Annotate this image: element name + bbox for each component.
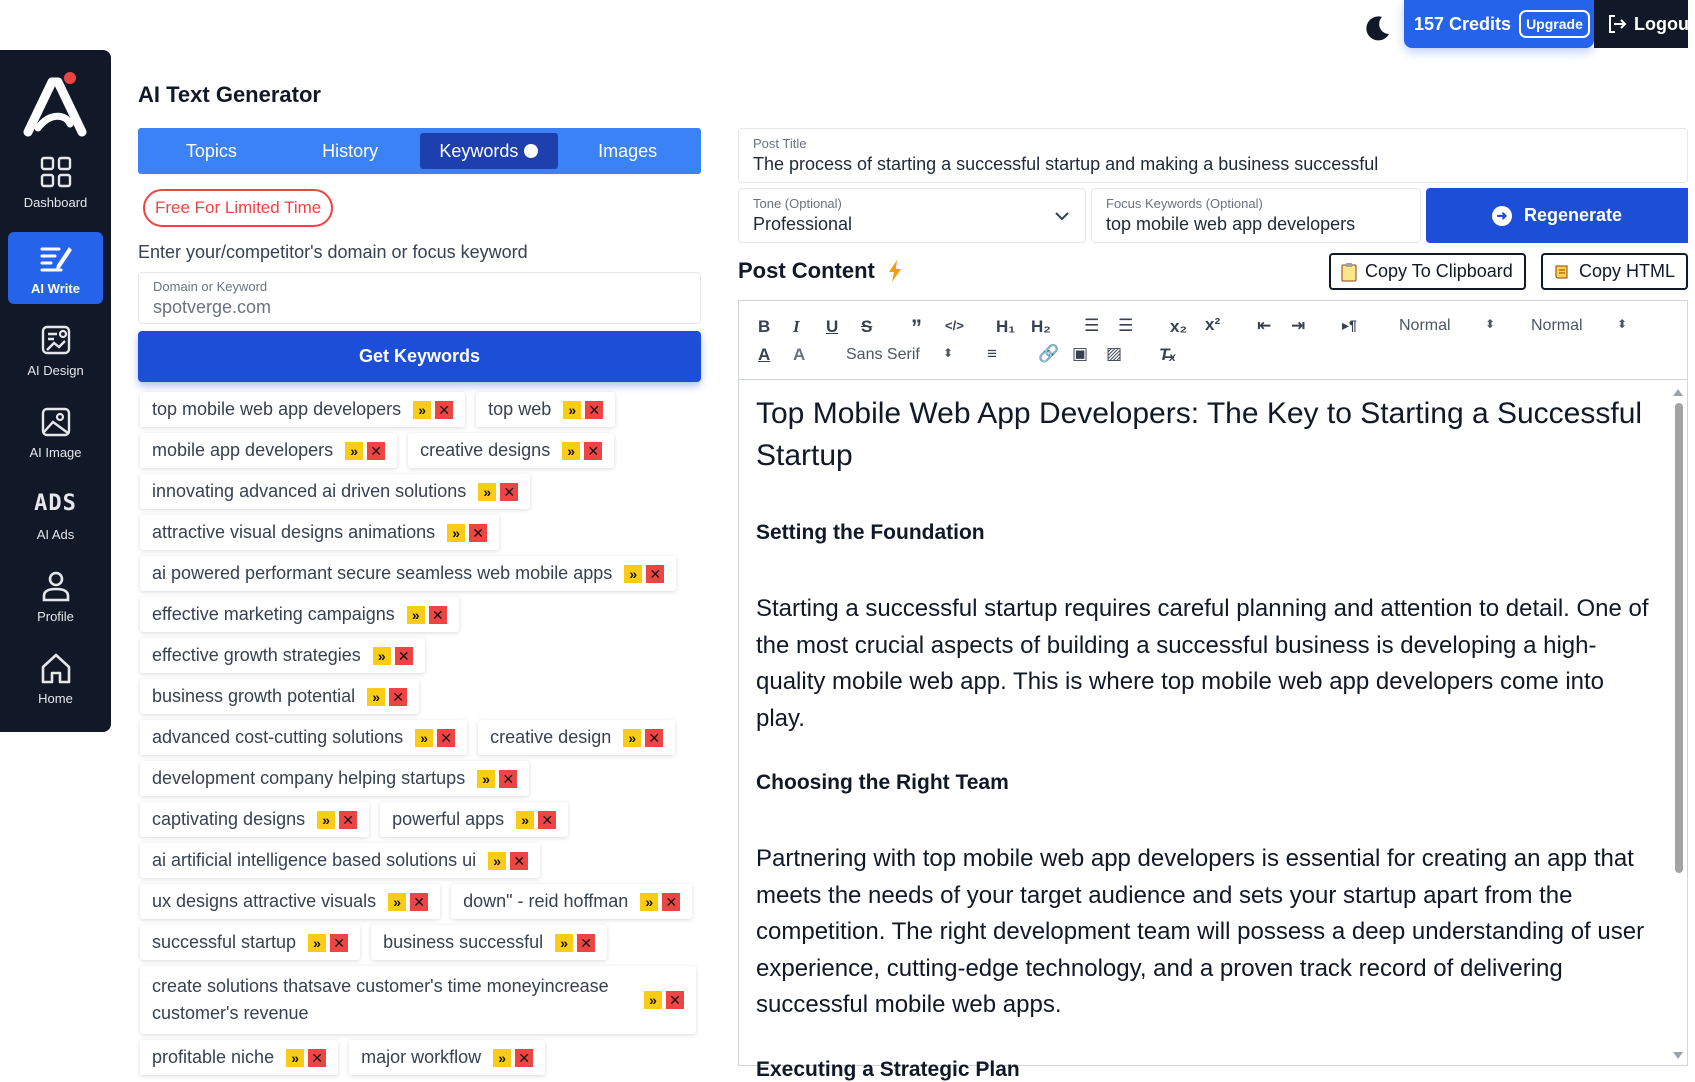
ordered-list-icon[interactable]: ☰ [1084,316,1100,335]
field-value[interactable]: The process of starting a successful startup and making a business successful [753,154,1379,174]
free-badge: Free For Limited Time [143,189,333,227]
keyword-text: major workflow [361,1047,482,1067]
sidebar-item-label: AI Write [31,280,80,296]
subscript-icon[interactable]: x₂ [1170,317,1188,336]
post-title-input[interactable] [738,128,1688,183]
strikethrough-icon[interactable]: S [861,317,873,336]
add-keyword-icon[interactable]: » [640,893,658,911]
add-keyword-icon[interactable]: » [447,524,465,542]
content-heading: Top Mobile Web App Developers: The Key to Starting a Successful Startup [756,397,1643,472]
add-keyword-icon[interactable]: » [493,1049,511,1067]
scroll-down-icon[interactable] [1673,1052,1683,1059]
remove-keyword-icon[interactable]: ✕ [437,729,455,747]
field-label: Focus Keywords (Optional) [1106,196,1263,211]
arrow-right-circle-icon: ➜ [1492,206,1512,226]
outdent-icon[interactable]: ⇤ [1257,316,1272,335]
keyword-actions [477,770,517,788]
keyword-text: powerful apps [392,809,505,829]
select-arrows-icon: ⬍ [943,346,954,360]
underline-icon[interactable]: U [826,317,839,336]
keyword-actions [493,1049,533,1067]
remove-keyword-icon[interactable]: ✕ [515,1049,533,1067]
pen-lines-icon [39,241,73,275]
copy-html-label: Copy HTML [1579,261,1676,281]
moon-icon[interactable] [1362,13,1392,43]
credits-badge[interactable] [1404,0,1594,48]
add-keyword-icon[interactable]: » [367,688,385,706]
add-keyword-icon[interactable]: » [563,401,581,419]
header-select[interactable]: Normal [1399,317,1451,334]
rich-text-editor [738,300,1688,1081]
add-keyword-icon[interactable]: » [477,770,495,788]
keyword-actions [640,893,680,911]
remove-keyword-icon[interactable]: ✕ [435,401,453,419]
keyword-chip [140,638,425,673]
link-icon[interactable]: 🔗 [1038,344,1060,363]
ads-icon: ADS [34,490,77,516]
keyword-text: ux designs attractive visuals [152,891,377,911]
sidebar-item-label: Home [38,690,73,706]
tone-select[interactable] [738,188,1086,243]
add-keyword-icon[interactable]: » [555,934,573,952]
select-arrows-icon: ⬍ [1485,317,1496,331]
keyword-chip [476,392,615,427]
keyword-chip [140,925,360,960]
logout-button[interactable] [1594,0,1695,48]
editor-toolbar [739,301,1687,380]
add-keyword-icon[interactable]: » [413,401,431,419]
lightning-icon [887,260,903,282]
tab-images[interactable]: Images [598,140,658,161]
scroll-icon [1553,263,1571,281]
keyword-chip [140,966,696,1034]
keyword-actions [367,688,407,706]
keyword-text: attractive visual designs animations [152,522,436,542]
keyword-chip [380,802,568,837]
keyword-text: advanced cost-cutting solutions [152,727,404,747]
keyword-actions [407,606,447,624]
pro-badge-icon [524,144,538,158]
content-subheading: Executing a Strategic Plan [756,1057,1020,1081]
keyword-chip [140,802,369,837]
sidebar-item-ai-ads[interactable] [8,478,103,550]
clipboard-icon [1341,262,1357,282]
copy-html-button[interactable] [1541,253,1688,290]
keyword-chip [140,474,530,509]
keyword-actions [644,991,684,1009]
remove-keyword-icon[interactable]: ✕ [584,442,602,460]
tab-topics[interactable]: Topics [185,140,237,161]
sidebar-item-label: AI Design [27,362,84,378]
keyword-text: down" - reid hoffman [463,891,629,911]
italic-icon[interactable]: I [793,317,800,336]
keyword-actions [413,401,453,419]
text-direction-icon[interactable]: ▸¶ [1342,317,1357,333]
content-paragraph: Partnering with top mobile web app developers is essential for creating an app that meets the needs of your target audience and sets your startup apart from the competition. The right development team will possess a deep understanding of user experience, cutting-edge technology, and a proven track record of delivering successful mobile web apps. [756,845,1645,1018]
post-content-heading [738,258,903,284]
bold-icon[interactable]: B [758,317,771,336]
align-icon[interactable]: ≡ [987,344,997,363]
keyword-text: ai artificial intelligence based solutions ui [152,850,477,870]
keyword-actions [373,647,413,665]
sidebar-item-profile[interactable] [8,560,103,632]
add-keyword-icon[interactable]: » [317,811,335,829]
remove-keyword-icon[interactable]: ✕ [538,811,556,829]
editor-content[interactable] [756,393,1656,1081]
keyword-actions [286,1049,326,1067]
keyword-text: ai powered performant secure seamless web mobile apps [152,563,613,583]
grid-icon [39,155,73,189]
keyword-chip [140,515,499,550]
keyword-actions [563,401,603,419]
add-keyword-icon[interactable]: » [388,893,406,911]
keyword-text: effective marketing campaigns [152,604,395,624]
remove-keyword-icon[interactable]: ✕ [662,893,680,911]
brand-logo[interactable] [20,72,90,138]
keyword-text: creative designs [420,440,551,460]
sidebar-item-ai-image[interactable] [8,396,103,468]
remove-keyword-icon[interactable]: ✕ [645,729,663,747]
clear-format-icon[interactable]: T̶ₓ [1159,345,1177,364]
remove-keyword-icon[interactable]: ✕ [585,401,603,419]
insert-image-icon[interactable]: ▨ [1106,344,1123,363]
keyword-text: development company helping startups [152,768,466,788]
remove-keyword-icon[interactable]: ✕ [577,934,595,952]
keyword-chip [140,679,419,714]
keyword-actions [317,811,357,829]
heading-1-icon[interactable]: H₁ [996,317,1016,336]
blockquote-icon[interactable]: ” [911,315,922,340]
tab-bar [138,128,701,174]
remove-keyword-icon[interactable]: ✕ [500,483,518,501]
remove-keyword-icon[interactable]: ✕ [499,770,517,788]
sidebar-item-label: Dashboard [23,194,88,210]
sidebar-item-dashboard[interactable] [8,146,103,218]
field-label: Tone (Optional) [753,196,842,211]
chevron-down-icon [1053,207,1071,225]
keyword-text: effective growth strategies [152,645,361,665]
keyword-text: captivating designs [152,809,306,829]
upgrade-button[interactable]: Upgrade [1519,10,1590,38]
sidebar-item-home[interactable] [8,642,103,714]
sidebar-item-label: AI Ads [36,526,75,542]
keyword-chip [371,925,607,960]
sidebar-item-ai-write[interactable] [8,232,103,304]
field-value: Professional [753,214,853,234]
keyword-chip [140,597,459,632]
keyword-actions [624,565,664,583]
keyword-actions [516,811,556,829]
page-title: AI Text Generator [138,82,321,107]
keyword-text: business growth potential [152,686,356,706]
keyword-text: mobile app developers [152,440,334,460]
remove-keyword-icon[interactable]: ✕ [410,893,428,911]
image-icon [39,405,73,439]
logout-icon [1606,13,1628,35]
keyword-actions [345,442,385,460]
keyword-actions [478,483,518,501]
content-subheading: Choosing the Right Team [756,771,1009,794]
video-icon[interactable]: ▣ [1072,344,1089,363]
add-keyword-icon[interactable]: » [373,647,391,665]
keyword-chip [478,720,675,755]
tab-keywords[interactable] [420,133,559,169]
remove-keyword-icon[interactable]: ✕ [429,606,447,624]
focus-keywords-input[interactable] [1091,188,1421,243]
remove-keyword-icon[interactable]: ✕ [646,565,664,583]
add-keyword-icon[interactable]: » [407,606,425,624]
keyword-text: profitable niche [152,1047,275,1067]
add-keyword-icon[interactable]: » [644,991,662,1009]
copy-to-clipboard-button[interactable] [1329,253,1526,290]
font-select[interactable]: Sans Serif [846,346,920,363]
add-keyword-icon[interactable]: » [345,442,363,460]
credits-label: 157 Credits [1414,13,1512,34]
remove-keyword-icon[interactable]: ✕ [339,811,357,829]
remove-keyword-icon[interactable]: ✕ [389,688,407,706]
field-value[interactable]: spotverge.com [153,297,272,317]
design-icon [39,323,73,357]
text-color-icon[interactable]: A [758,345,771,364]
remove-keyword-icon[interactable]: ✕ [330,934,348,952]
get-keywords-button[interactable]: Get Keywords [138,331,701,382]
regenerate-button[interactable] [1426,188,1688,243]
keyword-actions [415,729,455,747]
tab-label: Keywords [439,140,519,161]
home-icon [39,651,73,685]
remove-keyword-icon[interactable]: ✕ [308,1049,326,1067]
keyword-text: create solutions thatsave customer's time moneyincrease customer's revenue [152,976,609,1023]
domain-input[interactable] [138,272,701,324]
post-content-label: Post Content [738,258,875,283]
editor-scrollbar[interactable] [1673,389,1683,1059]
keyword-actions [623,729,663,747]
bullet-list-icon[interactable]: ☰ [1118,316,1134,335]
add-keyword-icon[interactable]: » [415,729,433,747]
keyword-chip [140,843,540,878]
logout-label: Logout [1634,13,1695,34]
add-keyword-icon[interactable]: » [286,1049,304,1067]
remove-keyword-icon[interactable]: ✕ [367,442,385,460]
keyword-chip [349,1040,545,1075]
add-keyword-icon[interactable]: » [562,442,580,460]
keyword-text: top web [488,399,552,419]
keyword-chip [408,433,614,468]
keyword-text: innovating advanced ai driven solutions [152,481,467,501]
field-label: Post Title [753,136,807,151]
remove-keyword-icon[interactable]: ✕ [395,647,413,665]
indent-icon[interactable]: ⇥ [1291,316,1306,335]
remove-keyword-icon[interactable]: ✕ [510,852,528,870]
content-subheading: Setting the Foundation [756,521,985,544]
keyword-text: top mobile web app developers [152,399,402,419]
superscript-icon[interactable]: x² [1205,315,1221,334]
keyword-text: creative design [490,727,612,747]
keyword-chip [140,1040,338,1075]
keyword-actions [488,852,528,870]
user-icon [39,569,73,603]
content-paragraph: Starting a successful startup requires careful planning and attention to detail. One of the most crucial aspects of building a successful business is developing a high-quality mobile web app. This is where top mobile web app developers come into play. [756,595,1649,732]
scroll-up-icon[interactable] [1673,389,1683,396]
keyword-text: business successful [383,932,544,952]
background-color-icon[interactable]: A [793,345,806,364]
keyword-actions [447,524,487,542]
tab-history[interactable]: History [322,140,379,161]
add-keyword-icon[interactable]: » [624,565,642,583]
sidebar [0,50,111,732]
keyword-actions [555,934,595,952]
add-keyword-icon[interactable]: » [488,852,506,870]
field-value[interactable]: top mobile web app developers [1106,214,1356,234]
keyword-text: successful startup [152,932,297,952]
keyword-actions [308,934,348,952]
remove-keyword-icon[interactable]: ✕ [469,524,487,542]
add-keyword-icon[interactable]: » [308,934,326,952]
keyword-chip [140,392,465,427]
domain-prompt: Enter your/competitor's domain or focus keyword [138,242,528,262]
heading-2-icon[interactable]: H₂ [1031,317,1051,336]
keyword-chip [451,884,692,919]
keyword-chip [140,884,440,919]
size-select[interactable]: Normal [1531,317,1583,334]
regenerate-label: Regenerate [1523,205,1623,225]
add-keyword-icon[interactable]: » [478,483,496,501]
add-keyword-icon[interactable]: » [516,811,534,829]
remove-keyword-icon[interactable]: ✕ [666,991,684,1009]
scroll-thumb[interactable] [1675,403,1683,873]
add-keyword-icon[interactable]: » [623,729,641,747]
sidebar-item-label: AI Image [29,444,82,460]
sidebar-item-ai-design[interactable] [8,314,103,386]
keyword-actions [562,442,602,460]
keyword-chip [140,433,397,468]
field-label: Domain or Keyword [153,279,268,294]
keyword-list [140,392,705,1075]
sidebar-item-label: Profile [37,608,74,624]
keyword-actions [388,893,428,911]
keyword-chip [140,720,467,755]
code-icon[interactable]: </> [945,318,964,333]
copy-clipboard-label: Copy To Clipboard [1365,261,1513,281]
keyword-chip [140,556,676,591]
select-arrows-icon: ⬍ [1617,317,1628,331]
keyword-chip [140,761,529,796]
